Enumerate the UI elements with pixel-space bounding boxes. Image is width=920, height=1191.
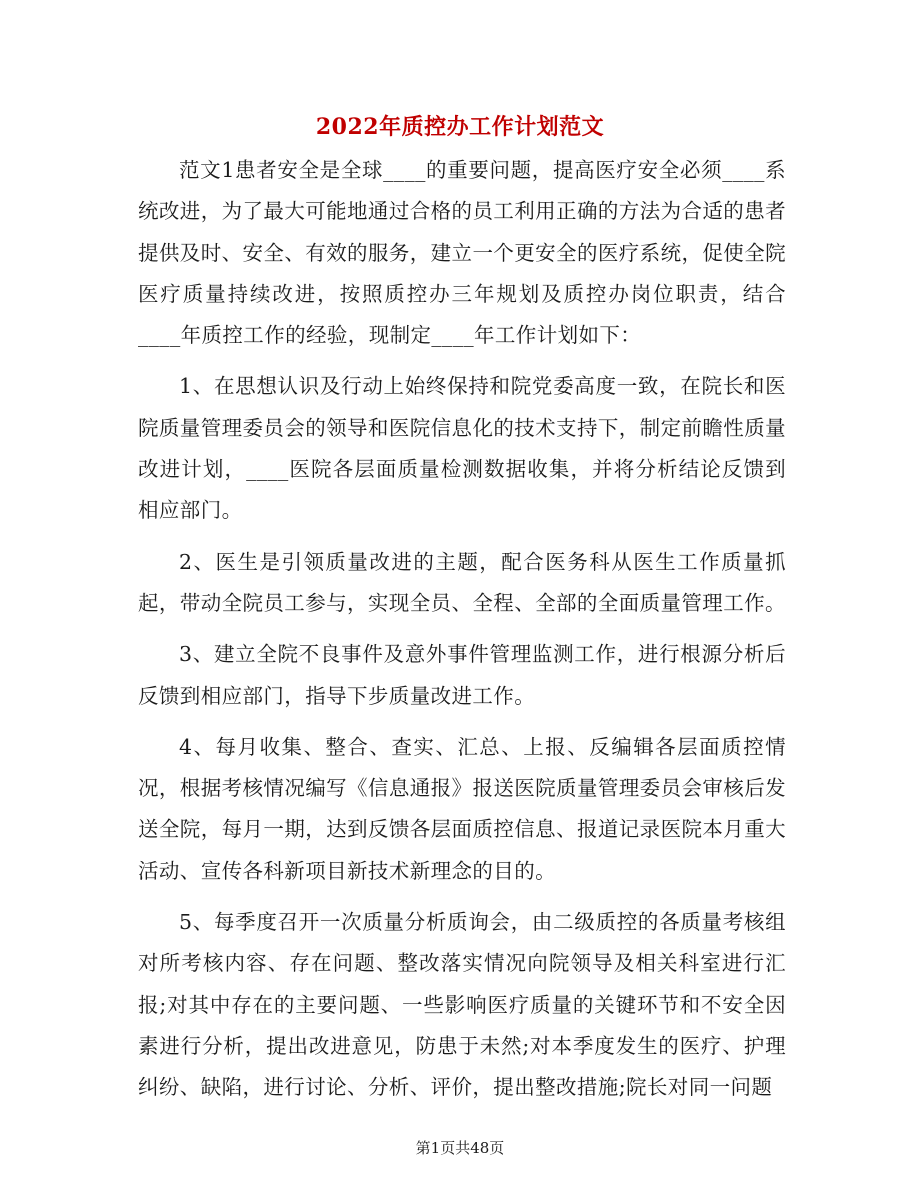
document-title: 2022年质控办工作计划范文	[315, 114, 605, 140]
page-number-footer: 第1页共48页	[415, 1139, 505, 1157]
paragraph-item-5: 5、每季度召开一次质量分析质询会，由二级质控的各质量考核组对所考核内容、存在问题、整改落实情况向院领导及相关科室进行汇报;对其中存在的主要问题、一些影响医疗质量的关键环节和不安全因素进行分析，提出改进意见，防患于未然;对本季度发生的医疗、护理纠纷、缺陷，进行讨论、分析、评价，提出整改措施;院长对同一问题	[138, 910, 786, 1100]
paragraph-item-3: 3、建立全院不良事件及意外事件管理监测工作，进行根源分析后反馈到相应部门，指导下步质量改进工作。	[138, 642, 786, 708]
paragraph-item-2: 2、医生是引领质量改进的主题，配合医务科从医生工作质量抓起，带动全院员工参与，实现全员、全程、全部的全面质量管理工作。	[138, 549, 786, 615]
paragraph-item-1: 1、在思想认识及行动上始终保持和院党委高度一致，在院长和医院质量管理委员会的领导和医院信息化的技术支持下，制定前瞻性质量改进计划，____医院各层面质量检测数据收集，并将分析结论反馈到相应部门。	[138, 374, 786, 523]
document-body	[138, 150, 786, 1119]
paragraph-intro: 范文1患者安全是全球____的重要问题，提高医疗安全必须____系统改进，为了最大可能地通过合格的员工利用正确的方法为合适的患者提供及时、安全、有效的服务，建立一个更安全的医疗系统，促使全院医疗质量持续改进，按照质控办三年规划及质控办岗位职责，结合____年质控工作的经验，现制定____年工作计划如下：	[138, 158, 786, 348]
paragraph-item-4: 4、每月收集、整合、查实、汇总、上报、反编辑各层面质控情况，根据考核情况编写《信息通报》报送医院质量管理委员会审核后发送全院，每月一期，达到反馈各层面质控信息、报道记录医院本月重大活动、宣传各科新项目新技术新理念的目的。	[138, 734, 786, 883]
